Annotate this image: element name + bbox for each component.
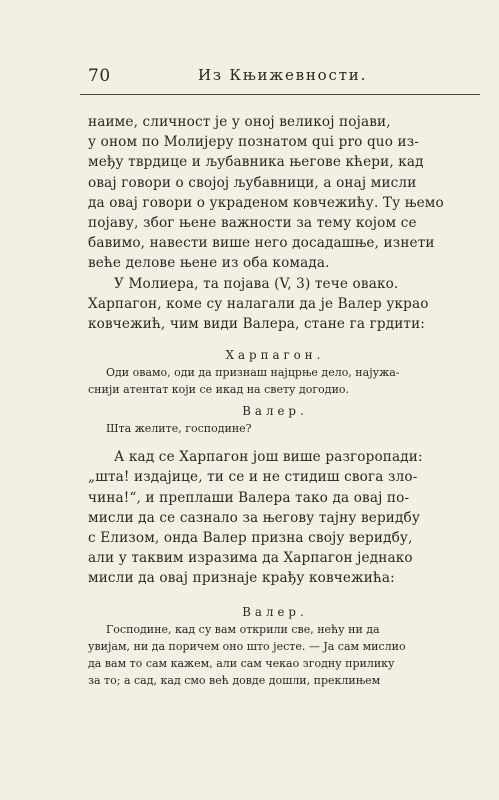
page-header <box>88 66 439 86</box>
quote-line: Господине, кад су вам открили све, нећу ни да <box>106 622 380 636</box>
quote-line: Шта желите, господине? <box>106 422 252 436</box>
text-line: међу тврдице и љубавника његове кћери, кад <box>88 154 424 171</box>
quotation-3 <box>88 621 462 689</box>
quote-line: увијам, ни да поричем оно што јесте. — Ја сам мислио <box>88 639 406 653</box>
text-line: али у таквим изразима да Харпагон једнако <box>88 550 413 567</box>
quote-line: да вам то сам кажем, али сам чекао згодну прилику <box>88 656 395 670</box>
text-line: овај говори о својој љубавници, а онај мисли <box>88 174 417 191</box>
text-line: „шта! издајице, ти се и не стидиш свога зло- <box>88 469 418 486</box>
quote-line: снији атентат који се икад на свету догодио. <box>88 383 350 397</box>
text-line: ковчежић, чим види Валера, стане га грдити: <box>88 316 426 333</box>
text-line: појаву, због њене важности за тему којом се <box>88 215 417 232</box>
quotation-1 <box>88 364 462 398</box>
page-body <box>88 112 462 689</box>
running-title: Из Књижевности. <box>198 66 368 84</box>
paragraph-1 <box>88 112 462 274</box>
paragraph-2 <box>88 274 462 335</box>
text-line: бавимо, навести више него досадашње, изнети <box>88 235 435 252</box>
quotation-2 <box>88 420 462 437</box>
text-line: наиме, сличност је у оној великој појави, <box>88 114 391 130</box>
text-line: у оном по Молијеру познатом qui pro quo из- <box>88 134 420 151</box>
text-line: Харпагон, коме су налагали да је Валер украо <box>88 295 429 312</box>
speaker-name: Валер. <box>242 604 308 619</box>
speaker-name: Харпагон. <box>225 348 325 363</box>
text-line: да овај говори о украденом ковчежићу. Ту њемо <box>88 194 444 211</box>
speaker-name: Валер. <box>242 404 308 419</box>
text-line: У Молиера, та појава (V, 3) тече овако. <box>114 275 399 292</box>
text-line: мисли да се сазнало за његову тајну веридбу <box>88 509 421 526</box>
paragraph-3 <box>88 447 462 588</box>
text-line: с Елизом, онда Валер призна своју веридбу, <box>88 530 413 547</box>
text-line: мисли да овај признаје крађу ковчежића: <box>88 570 395 587</box>
text-line: веће делове њене из оба комада. <box>88 255 330 272</box>
quote-line: Оди овамо, оди да признаш најцрње дело, најужа- <box>106 366 400 380</box>
quote-line: за то; а сад, кад смо већ довде дошли, преклињем <box>88 673 381 687</box>
text-line: А кад се Харпагон још више разгоропади: <box>114 449 423 466</box>
header-rule <box>80 94 480 95</box>
text-line: чина!“, и преплаши Валера тако да овај по- <box>88 489 410 506</box>
page-number: 70 <box>88 66 111 86</box>
